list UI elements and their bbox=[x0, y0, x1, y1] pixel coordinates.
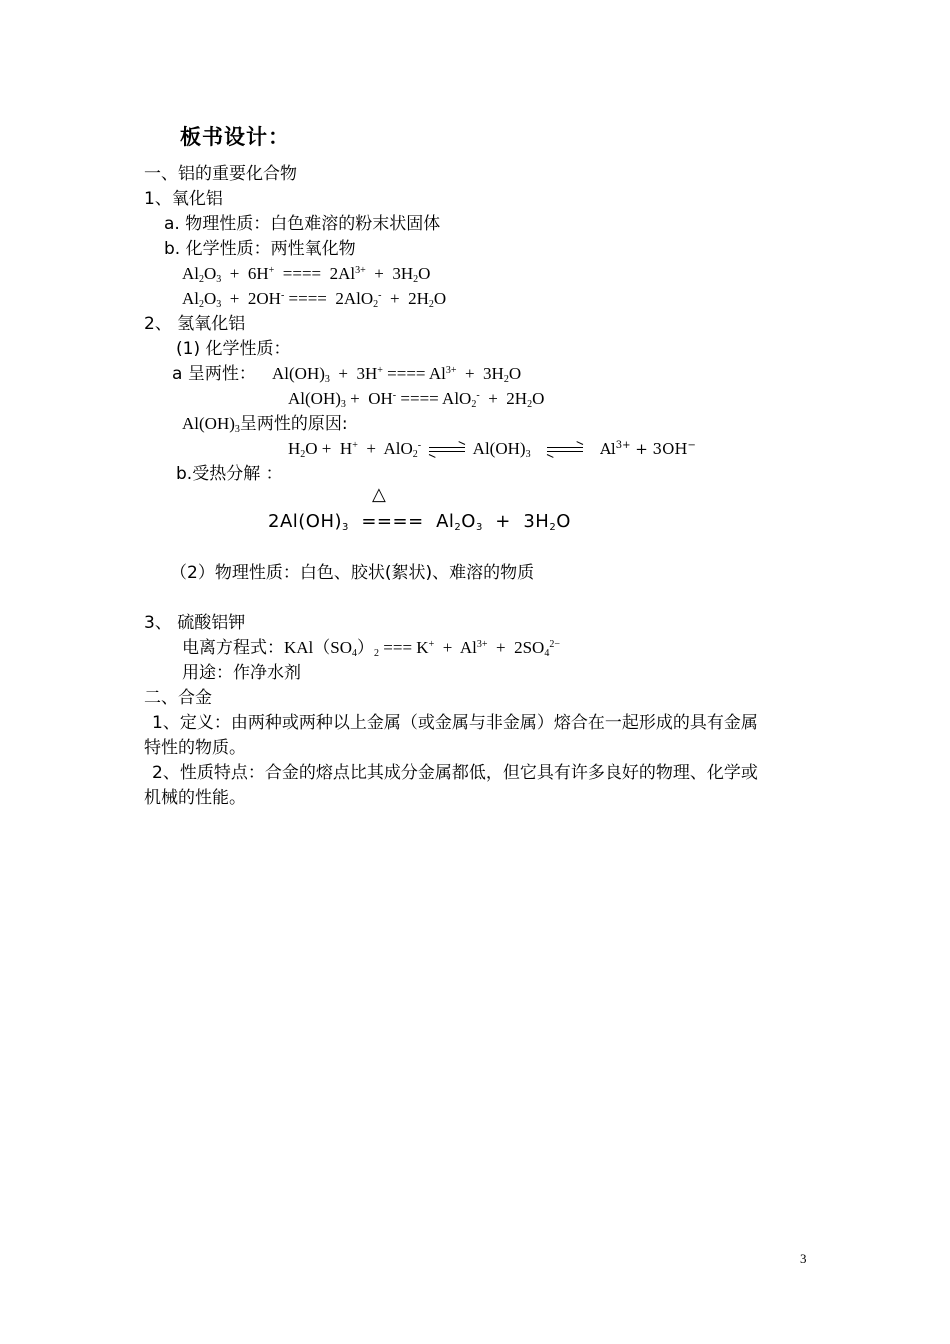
paragraph-line: 1、定义：由两种或两种以上金属（或金属与非金属）熔合在一起形成的具有金属 bbox=[152, 713, 758, 733]
ionization-line: 电离方程式：$KAl(SO_4)_2$ === $K^+ + Al^{3+} + 2SO_4^{2-}$ bbox=[182, 638, 560, 659]
equation: $Al(OH)_3 + OH^-$ ==== $AlO_2^- + 2H_2O$ bbox=[288, 389, 545, 410]
list-item: a. 物理性质：白色难溶的粉末状固体 bbox=[164, 214, 441, 234]
section-heading: 一、铝的重要化合物 bbox=[144, 164, 297, 184]
paragraph-line: 机械的性能。 bbox=[144, 788, 246, 808]
equilibrium-equation: $H_2O + H^+ + AlO_2^-$ $Al(OH)_3$ $Al^{3+} + 3OH^-$ bbox=[288, 439, 696, 460]
equation: $2Al(OH)_3$ ==== $Al_2O_3 + 3H_2O$ bbox=[268, 511, 571, 533]
equation: $Al_2O_3 + 6H^+$ ==== $2Al^{3+} + 3H_2O$ bbox=[182, 264, 431, 285]
sub-heading: (1) 化学性质： bbox=[176, 339, 291, 359]
item-heading: 3、 硫酸铝钾 bbox=[144, 613, 246, 633]
section-heading: 二、合金 bbox=[144, 688, 212, 708]
heat-symbol: △ bbox=[372, 484, 386, 505]
equation: $Al(OH)_3 + 3H^+$ ==== $Al^{3+} + 3H_2O$ bbox=[272, 364, 522, 385]
equilibrium-arrow-icon bbox=[429, 445, 465, 455]
list-item-label: b.受热分解 ： bbox=[176, 464, 283, 484]
reason-line: $Al(OH)_3$呈两性的原因: bbox=[182, 414, 348, 435]
list-item-label: a 呈两性： bbox=[172, 364, 256, 384]
paragraph-line: 2、性质特点：合金的熔点比其成分金属都低，但它具有许多良好的物理、化学或 bbox=[152, 763, 758, 783]
item-heading: 2、 氢氧化铝 bbox=[144, 314, 246, 334]
paragraph-line: 特性的物质。 bbox=[144, 738, 246, 758]
equilibrium-arrow-icon bbox=[547, 445, 583, 455]
list-item: 用途：作净水剂 bbox=[182, 663, 301, 683]
item-heading: 1、氧化铝 bbox=[144, 189, 223, 209]
equation: $Al_2O_3 + 2OH^-$ ==== $2AlO_2^- + 2H_2O$ bbox=[182, 289, 447, 310]
page-title: 板书设计： bbox=[180, 125, 290, 149]
page-number: 3 bbox=[800, 1251, 807, 1266]
list-item: b. 化学性质：两性氧化物 bbox=[164, 239, 356, 259]
list-item: （2）物理性质：白色、胶状(絮状)、难溶的物质 bbox=[170, 563, 535, 583]
